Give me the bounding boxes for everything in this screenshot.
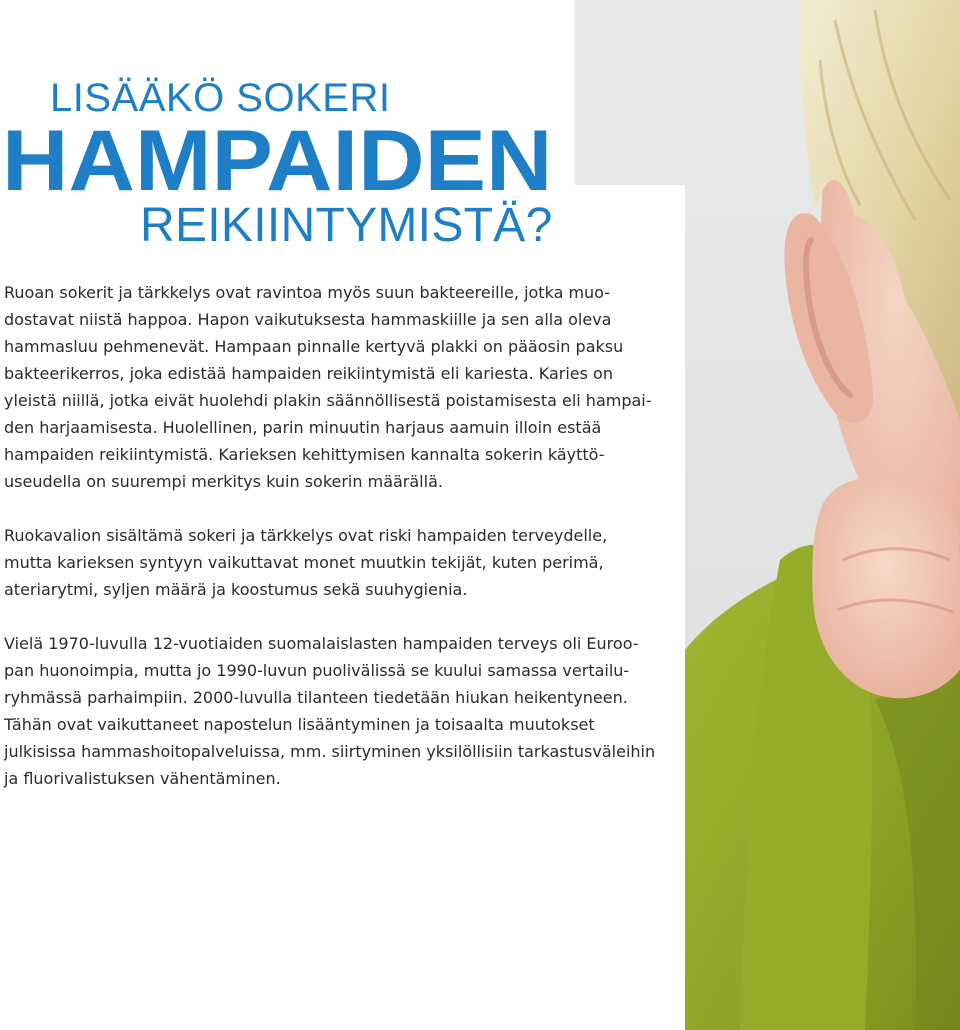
text-line: hammasluu pehmenevät. Hampaan pinnalle kertyvä plakki on pääosin paksu bbox=[4, 337, 624, 356]
text-line: dostavat niistä happoa. Hapon vaikutuksesta hammaskiille ja sen alla oleva bbox=[4, 310, 612, 329]
text-line: bakteerikerros, joka edistää hampaiden reikiintymistä eli kariesta. Karies on bbox=[4, 364, 613, 383]
text-line: den harjaamisesta. Huolellinen, parin minuutin harjaus aamuin illoin estää bbox=[4, 418, 602, 437]
text-line: mutta karieksen syntyyn vaikuttavat monet muutkin tekijät, kuten perimä, bbox=[4, 553, 604, 572]
paragraph-1 bbox=[4, 279, 684, 495]
text-line: ja fluorivalistuksen vähentäminen. bbox=[4, 769, 281, 788]
text-line: ryhmässä parhaimpiin. 2000-luvulla tilanteen tiedetään hiukan heikentyneen. bbox=[4, 688, 628, 707]
paragraph-2 bbox=[4, 522, 684, 603]
headline-line-2: HAMPAIDEN bbox=[2, 113, 553, 209]
text-line: ateriarytmi, syljen määrä ja koostumus sekä suuhygienia. bbox=[4, 580, 468, 599]
headline-line-3: REIKIINTYMISTÄ? bbox=[140, 199, 553, 252]
text-line: yleistä niillä, jotka eivät huolehdi plakin säännöllisestä poistamisesta eli hampai- bbox=[4, 391, 652, 410]
headline-line-1: LISÄÄKÖ SOKERI bbox=[50, 76, 391, 120]
text-line: Ruokavalion sisältämä sokeri ja tärkkelys ovat riski hampaiden terveydelle, bbox=[4, 526, 608, 545]
text-line: Tähän ovat vaikuttaneet napostelun lisääntyminen ja toisaalta muutokset bbox=[4, 715, 595, 734]
text-line: Vielä 1970-luvulla 12-vuotiaiden suomalaislasten hampaiden terveys oli Euroo- bbox=[4, 634, 639, 653]
text-line: julkisissa hammashoitopalveluissa, mm. siirtyminen yksilöllisiin tarkastusväleihin bbox=[4, 742, 656, 761]
text-line: pan huonoimpia, mutta jo 1990-luvun puolivälissä se kuului samassa vertailu- bbox=[4, 661, 630, 680]
body-text bbox=[4, 279, 684, 819]
paragraph-3 bbox=[4, 630, 684, 792]
text-line: useudella on suurempi merkitys kuin sokerin määrällä. bbox=[4, 472, 443, 491]
text-line: hampaiden reikiintymistä. Karieksen kehittymisen kannalta sokerin käyttö- bbox=[4, 445, 605, 464]
text-line: Ruoan sokerit ja tärkkelys ovat ravintoa myös suun bakteereille, jotka muo- bbox=[4, 283, 611, 302]
